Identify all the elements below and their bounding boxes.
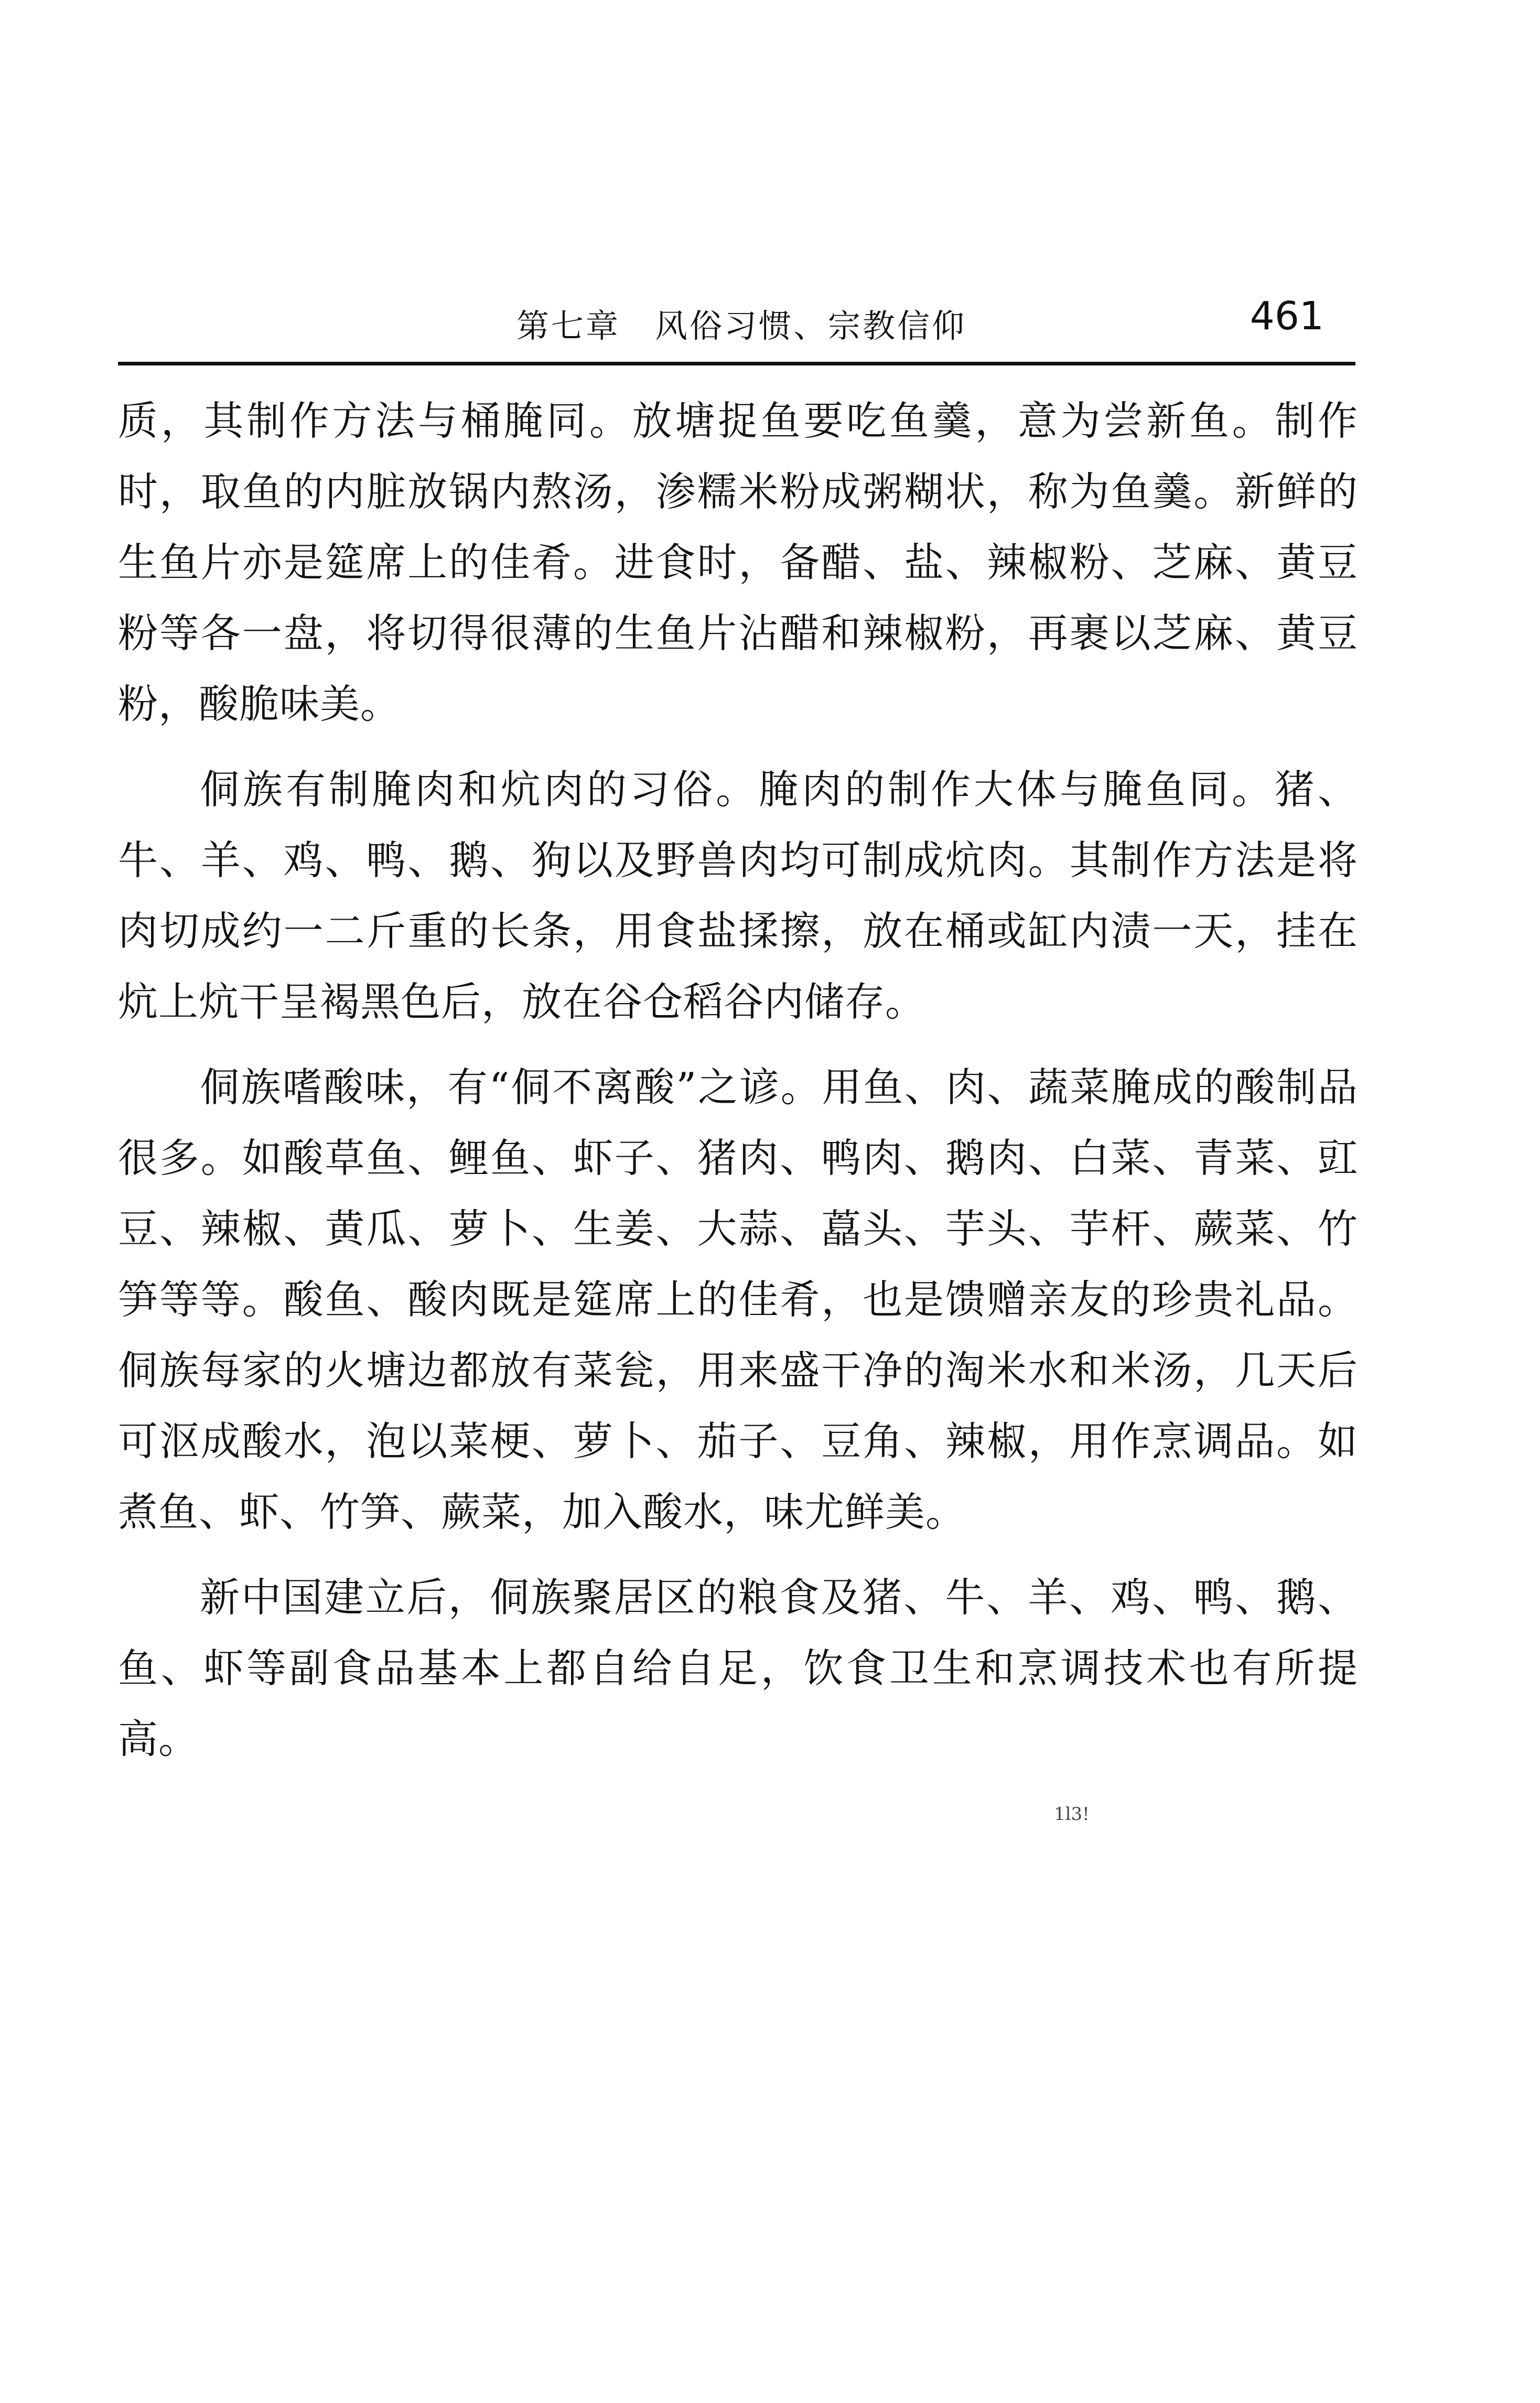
faint-stamp-mark: 1l3! bbox=[1054, 1804, 1090, 1825]
paragraph-cured-meat: 侗族有制腌肉和炕肉的习俗。腌肉的制作大体与腌鱼同。猪、牛、羊、鸡、鸭、鹅、狗以及野兽肉均可制成炕肉。其制作方法是将肉切成约一二斤重的长条，用食盐揉擦，放在桶或缸内渍一天，挂在炕上炕干呈褐黑色后，放在谷仓稻谷内储存。 bbox=[118, 766, 1358, 1025]
chapter-title: 第七章 风俗习惯、宗教信仰 bbox=[516, 307, 967, 345]
paragraph-after-founding: 新中国建立后，侗族聚居区的粮食及猪、牛、羊、鸡、鸭、鹅、鱼、虾等副食品基本上都自给自足，饮食卫生和烹调技术也有所提高。 bbox=[118, 1574, 1358, 1762]
header-rule bbox=[118, 362, 1355, 365]
paragraph-continued: 质，其制作方法与桶腌同。放塘捉鱼要吃鱼羹，意为尝新鱼。制作时，取鱼的内脏放锅内熬汤，渗糯米粉成粥糊状，称为鱼羹。新鲜的生鱼片亦是筵席上的佳肴。进食时，备醋、盐、辣椒粉、芝麻、黄豆粉等各一盘，将切得很薄的生鱼片沾醋和辣椒粉，再裹以芝麻、黄豆粉，酸脆味美。 bbox=[118, 397, 1358, 727]
paragraph-sour-taste: 侗族嗜酸味，有“侗不离酸”之谚。用鱼、肉、蔬菜腌成的酸制品很多。如酸草鱼、鲤鱼、虾子、猪肉、鸭肉、鹅肉、白菜、青菜、豇豆、辣椒、黄瓜、萝卜、生姜、大蒜、藠头、芋头、芋杆、蕨菜、竹笋等等。酸鱼、酸肉既是筵席上的佳肴，也是馈赠亲友的珍贵礼品。侗族每家的火塘边都放有菜瓮，用来盛干净的淘米水和米汤，几天后可沤成酸水，泡以菜梗、萝卜、茄子、豆角、辣椒，用作烹调品。如煮鱼、虾、竹笋、蕨菜，加入酸水，味尤鲜美。 bbox=[118, 1064, 1358, 1535]
body-text bbox=[118, 385, 1358, 1789]
page-header bbox=[118, 294, 1355, 351]
page-number: 461 bbox=[1250, 294, 1324, 339]
